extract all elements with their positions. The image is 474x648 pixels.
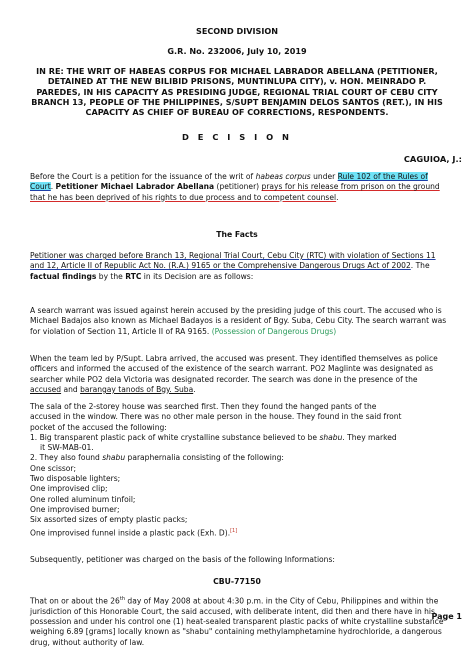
paragraph-information-text: That on or about the 26th day of May 2008 at about 4:30 p.m. in the City of Cebu, Philippines and within the jurisdiction of this Honorable Court, the said accused, with deliberate intent, did then and there have in his possession and under his control one (1) heat-sealed transparent plastic packs of white crystalline substance weighing 6.89 [grams] locally known as "shabu" containing methylamphetamine hydrochloride, a dangerous drug, without authority of law. [30,596,444,647]
gr-number-heading: G.R. No. 232006, July 10, 2019 [167,46,307,56]
charge-link[interactable]: Petitioner was charged before Branch 13, Regional Trial Court, Cebu City (RTC) with violation of Sections 11 and 12, Article II of Republic Act No. (R.A.) 9165 or the Comprehensive Dangerous Drugs Act of 2002 [30,251,436,271]
factual-findings-text: factual findings [30,271,97,281]
paragraph-line: accused in the window. There was no other male person in the house. They found in the said front [30,412,402,422]
paragraph-text: in its Decision are as follows: [141,271,254,281]
petitioner-name: Petitioner Michael Labrador Abellana [55,182,215,192]
intro-text: Before the Court is a petition for the issuance of the writ of [30,172,256,181]
paragraph-text: and [61,384,81,394]
intro-text: . [336,192,339,202]
paragraph-text: A search warrant was issued against herein accused by the presiding judge of this court. The accused who is Michael Badajos also known as Michael Badayos is a resident of Bgy. Suba, Cebu City. The search warrant was for violation of Section 11, Article II of RA 9165. [30,306,447,336]
paragraph-line: The sala of the 2-storey house was searched first. Then they found the hanged pants of the [30,402,377,411]
accused-underlined: accused [30,384,62,394]
list-item: Six assorted sizes of empty plastic packs; [30,515,188,525]
list-item: One improvised clip; [30,484,108,494]
intro-text: (petitioner) [214,182,262,192]
cbu-heading: CBU-77150 [213,577,261,586]
tanods-underlined: barangay tanods of Bgy. Suba [80,384,194,394]
paragraph-line: pocket of the accused the following: [30,422,167,432]
list-item: One rolled aluminum tinfoil; [30,494,136,504]
list-item: 1. Big transparent plastic pack of white crystalline substance believed to be shabu. They marked [30,432,397,442]
paragraph-search-warrant [30,306,448,337]
list-item: One scissor; [30,463,77,473]
paragraph-text: When the team led by P/Supt. Labra arrived, the accused was present. They identified themselves as police officers and informed the accused of the existence of the search warrant. PO2 Maglinte was designated as searcher while PO2 dela Victoria was designated recorder. The search was done in the presence of the [30,354,438,384]
list-item-continued: it SW-MAB-01. [40,443,94,453]
list-item: One improvised burner; [30,504,120,514]
division-heading: SECOND DIVISION [196,26,278,36]
habeas-corpus-text: habeas corpus [255,172,311,181]
paragraph-informations: Subsequently, petitioner was charged on the basis of the following Informations: [30,555,335,564]
list-item: Two disposable lighters; [30,474,121,484]
paragraph-search [30,402,448,538]
decision-heading: D E C I S I O N [181,132,292,142]
possession-note: (Possession of Dangerous Drugs) [211,326,337,336]
list-item: One improvised funnel inside a plastic pack (Exh. D).[1] [30,527,238,538]
ponente: CAGUIOA, J.: [403,154,462,164]
intro-text: . [50,182,56,192]
paragraph-team-arrival [30,354,448,395]
intro-paragraph [30,172,448,203]
intro-text: under [310,172,338,181]
rtc-text: RTC [125,271,142,281]
page-number: Page 1 [431,612,462,621]
paragraph-text: . The [410,261,430,271]
list-item: 2. They also found shabu paraphernalia consisting of the following: [30,453,284,463]
rule-102-link[interactable]: Rule 102 of the Rules of Court [30,172,428,192]
paragraph-text: . [193,384,196,394]
paragraph-text: by the [96,271,126,281]
facts-heading: The Facts [216,230,258,239]
paragraph-charge [30,251,448,282]
footnote-link[interactable]: [1] [230,527,238,534]
case-title: IN RE: THE WRIT OF HABEAS CORPUS FOR MICHAEL LABRADOR ABELLANA (PETITIONER, DETAINED AT THE NEW BILIBID PRISONS, MUNTINLUPA CITY), v. HON. MEINRADO P. PAREDES, IN HIS CAPACITY AS PRESIDING JUDGE, REGIONAL TRIAL COURT OF CEBU CITY BRANCH 13, PEOPLE OF THE PHILIPPINES, S/SUPT BENJAMIN DELOS SANTOS (RET.), IN HIS CAPACITY AS CHIEF OF BUREAU OF CORRECTIONS, RESPONDENTS. [31,66,443,118]
prayer-text: prays for his release from prison on the ground that he has been deprived of his rights to due process and to competent counsel [30,182,440,202]
